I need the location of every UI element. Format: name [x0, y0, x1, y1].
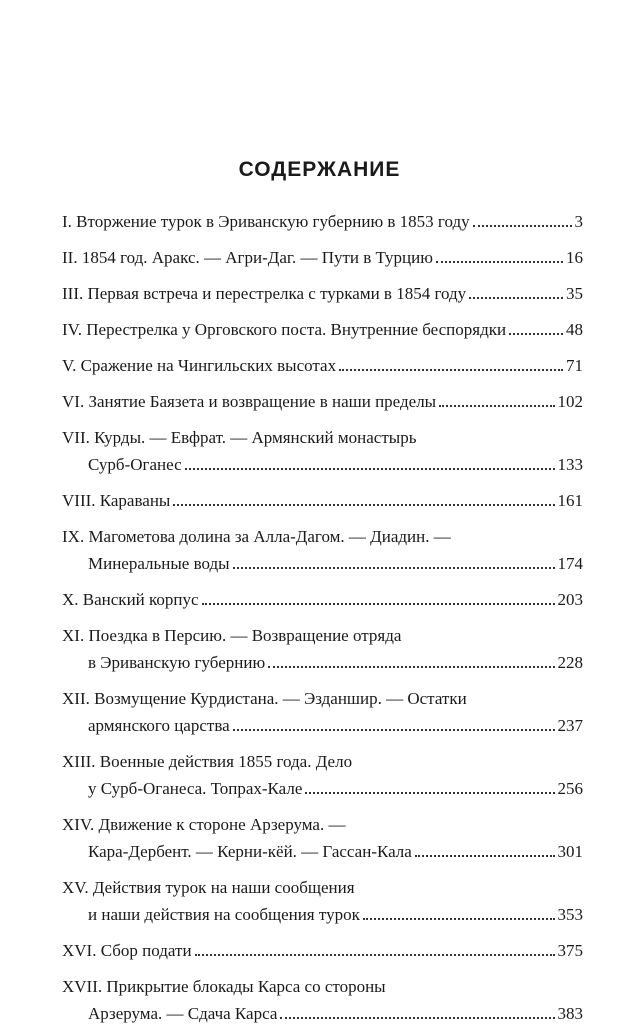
- toc-entry-text: армянского царства: [88, 716, 230, 735]
- toc-entry-line: [62, 316, 583, 343]
- toc-entry[interactable]: [62, 523, 583, 577]
- toc-entry-text: IV. Перестрелка у Орговского поста. Внутренние беспорядки: [62, 320, 507, 339]
- leader-dots: [195, 954, 555, 956]
- toc-entry[interactable]: [62, 352, 583, 379]
- toc-entry-text: Арзерума. — Сдача Карса: [88, 1004, 278, 1023]
- toc-entry-line: [62, 550, 583, 577]
- toc-entry[interactable]: [62, 748, 583, 802]
- toc-entry[interactable]: [62, 973, 583, 1027]
- table-of-contents: [62, 208, 583, 1036]
- toc-entry-line: [62, 901, 583, 928]
- toc-entry-line: [62, 280, 583, 307]
- toc-entry-text: I. Вторжение турок в Эриванскую губернию в 1853 году: [62, 212, 470, 231]
- leader-dots: [185, 468, 555, 470]
- leader-dots: [233, 567, 555, 569]
- toc-entry-text: XI. Поездка в Персию. — Возвращение отряда: [62, 626, 402, 645]
- leader-dots: [202, 603, 555, 605]
- toc-entry-text: XV. Действия турок на наши сообщения: [62, 878, 355, 897]
- toc-entry-line: [62, 874, 583, 901]
- toc-entry-text: XII. Возмущение Курдистана. — Эзданшир. — Остатки: [62, 689, 467, 708]
- leader-dots: [439, 405, 554, 407]
- toc-entry-text: V. Сражение на Чингильских высотах: [62, 356, 337, 375]
- toc-entry-line: [62, 424, 583, 451]
- toc-page-number: 133: [557, 455, 583, 474]
- leader-dots: [363, 918, 555, 920]
- toc-entry-line: [62, 712, 583, 739]
- toc-entry[interactable]: [62, 208, 583, 235]
- toc-entry-text: в Эриванскую губернию: [88, 653, 266, 672]
- toc-entry-line: [62, 208, 583, 235]
- leader-dots: [305, 792, 554, 794]
- toc-entry-text: XVI. Сбор подати: [62, 941, 192, 960]
- toc-entry-line: [62, 586, 583, 613]
- leader-dots: [268, 666, 554, 668]
- toc-entry-line: [62, 622, 583, 649]
- leader-dots: [473, 225, 572, 227]
- leader-dots: [339, 369, 563, 371]
- toc-page-number: 256: [557, 779, 583, 798]
- toc-entry[interactable]: [62, 487, 583, 514]
- toc-entry-line: [62, 523, 583, 550]
- toc-entry-text: III. Первая встреча и перестрелка с турками в 1854 году: [62, 284, 467, 303]
- toc-page-number: 237: [557, 716, 583, 735]
- toc-page-number: 16: [566, 248, 583, 267]
- toc-entry-line: [62, 451, 583, 478]
- toc-entry-text: Кара-Дербент. — Керни-кёй. — Гассан-Кала: [88, 842, 412, 861]
- leader-dots: [509, 333, 563, 335]
- page-title: СОДЕРЖАНИЕ: [238, 158, 401, 181]
- toc-entry[interactable]: [62, 424, 583, 478]
- toc-entry-text: VI. Занятие Баязета и возвращение в наши пределы: [62, 392, 437, 411]
- leader-dots: [436, 261, 563, 263]
- toc-page-number: 375: [557, 941, 583, 960]
- toc-page-number: 228: [557, 653, 583, 672]
- toc-page-number: 203: [557, 590, 583, 609]
- toc-entry-text: VIII. Караваны: [62, 491, 171, 510]
- toc-entry[interactable]: [62, 937, 583, 964]
- toc-entry-line: [62, 1000, 583, 1027]
- toc-entry[interactable]: [62, 811, 583, 865]
- toc-page-number: 174: [557, 554, 583, 573]
- toc-entry-text: X. Ванский корпус: [62, 590, 199, 609]
- toc-page-number: 48: [566, 320, 583, 339]
- toc-entry-line: [62, 244, 583, 271]
- toc-entry-text: IX. Магометова долина за Алла-Дагом. — Диадин. —: [62, 527, 451, 546]
- toc-entry-text: Минеральные воды: [88, 554, 230, 573]
- toc-entry-line: [62, 685, 583, 712]
- toc-entry-text: XIII. Военные действия 1855 года. Дело: [62, 752, 353, 771]
- toc-entry[interactable]: [62, 685, 583, 739]
- toc-entry[interactable]: [62, 388, 583, 415]
- toc-entry-text: у Сурб-Оганеса. Топрах-Кале: [88, 779, 303, 798]
- toc-page-number: 35: [566, 284, 583, 303]
- toc-page-number: 353: [557, 905, 583, 924]
- toc-entry-line: [62, 937, 583, 964]
- toc-entry-text: VII. Курды. — Евфрат. — Армянский монастырь: [62, 428, 417, 447]
- toc-entry-text: II. 1854 год. Аракс. — Агри-Даг. — Пути в Турцию: [62, 248, 433, 267]
- toc-entry[interactable]: [62, 280, 583, 307]
- toc-entry[interactable]: [62, 586, 583, 613]
- toc-page-number: 102: [557, 392, 583, 411]
- toc-entry[interactable]: [62, 874, 583, 928]
- toc-entry-line: [62, 973, 583, 1000]
- toc-entry-line: [62, 838, 583, 865]
- toc-page-number: 71: [566, 356, 583, 375]
- toc-page-number: 161: [557, 491, 583, 510]
- toc-entry[interactable]: [62, 316, 583, 343]
- toc-entry-line: [62, 487, 583, 514]
- toc-entry-text: XIV. Движение к стороне Арзерума. —: [62, 815, 346, 834]
- toc-entry[interactable]: [62, 622, 583, 676]
- toc-entry-line: [62, 352, 583, 379]
- toc-entry-line: [62, 748, 583, 775]
- leader-dots: [173, 504, 554, 506]
- leader-dots: [415, 855, 555, 857]
- toc-page-number: 3: [574, 212, 583, 231]
- toc-entry[interactable]: [62, 244, 583, 271]
- leader-dots: [280, 1017, 554, 1019]
- toc-entry-line: [62, 811, 583, 838]
- toc-page-number: 301: [557, 842, 583, 861]
- toc-entry-text: и наши действия на сообщения турок: [88, 905, 360, 924]
- toc-entry-line: [62, 775, 583, 802]
- leader-dots: [233, 729, 555, 731]
- toc-page-number: 383: [557, 1004, 583, 1023]
- toc-entry-line: [62, 388, 583, 415]
- leader-dots: [469, 297, 563, 299]
- toc-entry-line: [62, 649, 583, 676]
- toc-entry-text: XVII. Прикрытие блокады Карса со стороны: [62, 977, 386, 996]
- toc-entry-text: Сурб-Оганес: [88, 455, 182, 474]
